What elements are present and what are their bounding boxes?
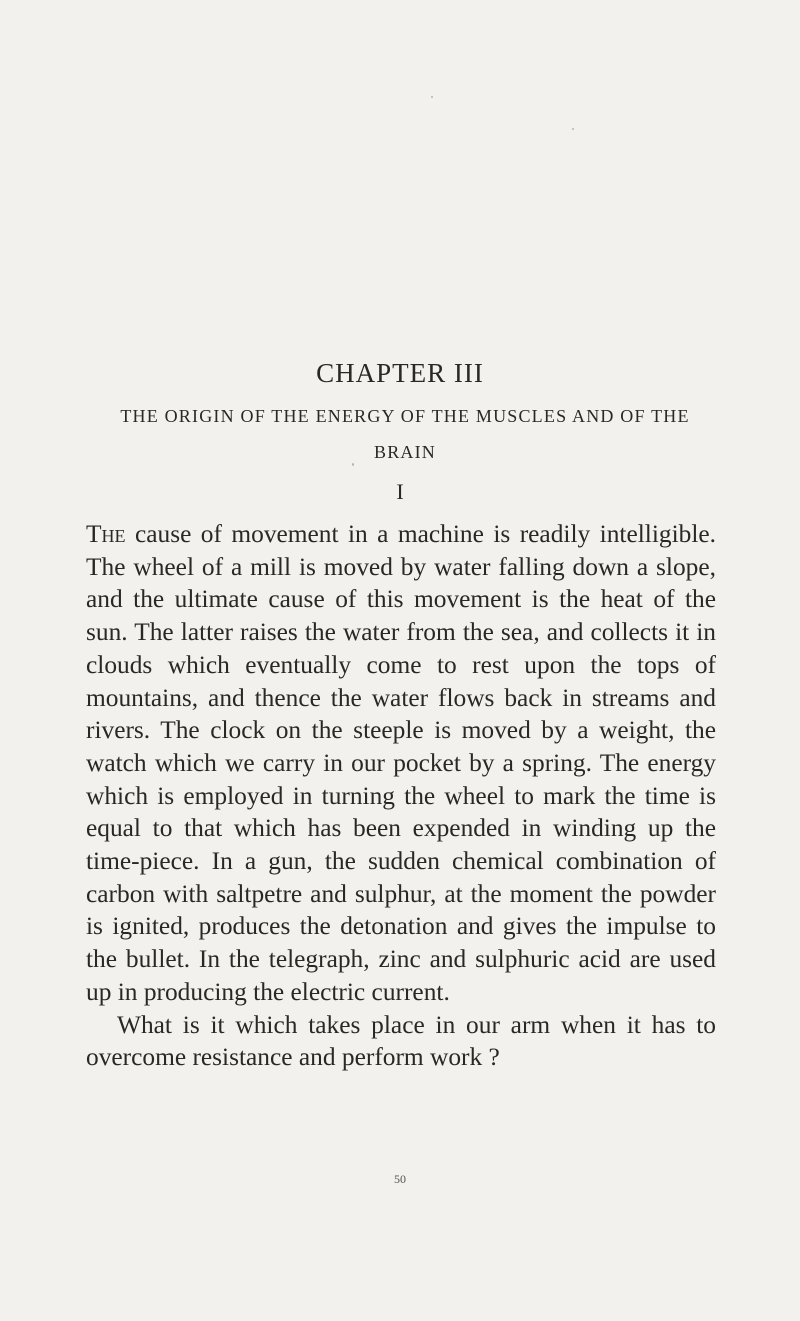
paragraph-1 [86,518,716,1009]
section-numeral: I [396,479,404,504]
paper-speck [431,96,433,98]
chapter-subtitle: THE ORIGIN OF THE ENERGY OF THE MUSCLES AND OF THE BRAIN [120,406,690,462]
paragraph-1-text: cause of movement in a machine is readily intelligible. The wheel of a mill is moved by water falling down a slope, and the ultimate cause of this movement is the heat of the sun. The latter raises the water from the sea, and collects it in clouds which eventually come to rest upon the tops of mountains, and thence the water flows back in streams and rivers. The clock on the steeple is moved by a weight, the watch which we carry in our pocket by a spring. The energy which is employed in turning the wheel to mark the time is equal to that which has been expended in winding up the time-piece. In a gun, the sudden chemical combination of carbon with saltpetre and sulphur, at the moment the powder is ignited, produces the detonation and gives the impulse to the bullet. In the telegraph, zinc and sulphuric acid are used up in producing the electric current. [86,520,716,1006]
body-text [86,518,716,1074]
page-number: 50 [394,1172,406,1186]
paper-speck [572,128,574,130]
chapter-title: CHAPTER III [316,358,484,389]
lead-word: The [86,520,126,548]
paragraph-2: What is it which takes place in our arm when it has to overcome resistance and perform work ? [86,1010,716,1072]
